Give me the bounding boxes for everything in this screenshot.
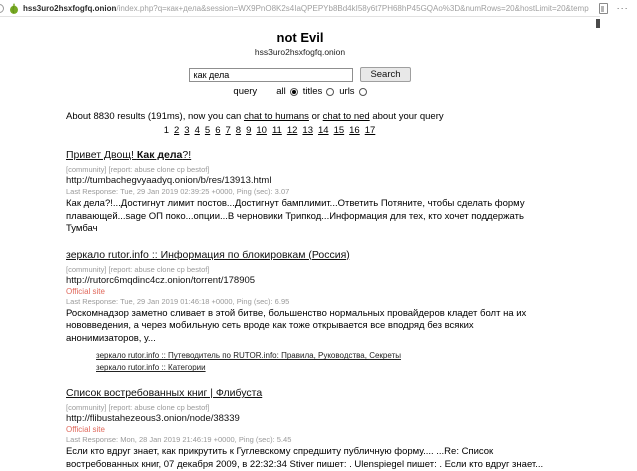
search-input[interactable] xyxy=(189,68,353,82)
url-path: /index.php?q=как+дела&session=WX9PnO8K2s4IaQPEPYb8Bd4kI58y6t7PH68hP45GQAo%3D&numRows=20&hostLimit=20&temp xyxy=(116,3,589,13)
result-url: http://rutorc6mqdinc4cz.onion/torrent/178905 xyxy=(66,274,256,286)
chat-to-humans-link[interactable]: chat to humans xyxy=(243,111,309,122)
radio-urls-label: urls xyxy=(339,86,355,97)
page-link[interactable]: 10 xyxy=(256,125,267,136)
result-title-link[interactable]: зеркало rutor.info :: Информация по блокировкам (Россия) xyxy=(66,248,350,261)
result-last-response: Last Response: Tue, 29 Jan 2019 01:46:18 +0000, Ping (sec): 6.95 xyxy=(66,296,290,306)
page-link[interactable]: 17 xyxy=(364,125,376,136)
result-sublinks xyxy=(96,350,548,374)
url-domain: hss3uro2hsxfogfq.onion xyxy=(23,3,117,13)
page-link[interactable]: 2 xyxy=(174,125,180,136)
result-snippet: Если кто вдруг знает, как прикрутить к Гуглевскому спредшиту публичную форму.... ...Re: Список востребованных книг, 07 декабря 2009, в 22:32:34 Stiver пишет: . Ulenspiegel пишет: . Если кто вдруг знает... xyxy=(66,446,544,470)
result-url: http://tumbachegvyaadyq.onion/b/res/13913.html xyxy=(66,175,272,186)
result-title-link[interactable]: Привет Двощ! Как дела?! xyxy=(66,149,192,161)
radio-all[interactable] xyxy=(290,88,298,96)
page-link[interactable]: 6 xyxy=(215,125,221,136)
page-link[interactable]: 4 xyxy=(194,125,200,136)
result-sublink[interactable]: зеркало rutor.info :: Путеводитель по RUTOR.info: Правила, Руководства, Секреты xyxy=(96,351,401,361)
page-link[interactable]: 16 xyxy=(349,125,360,136)
results-info: About 8830 results (191ms), now you can chat to humans or chat to ned about your query xyxy=(66,111,444,122)
result-url: http://flibustahezeous3.onion/node/38339 xyxy=(66,413,240,425)
pagination xyxy=(66,125,548,136)
official-site-badge: Official site xyxy=(66,286,105,296)
page-link[interactable]: 8 xyxy=(235,125,242,136)
search-button[interactable]: Search xyxy=(360,67,410,82)
result-last-response: Last Response: Mon, 28 Jan 2019 21:46:19 +0000, Ping (sec): 5.45 xyxy=(66,435,292,445)
site-subtitle: hss3uro2hsxfogfq.onion xyxy=(254,47,346,57)
search-page xyxy=(0,17,600,471)
result-snippet: Роскомнадзор заметно сливает в этой битве, большенство нормальных провайдеров кладет болт на их нововведения, а через мобильную сеть вроде как тоже открывается все вподряд без всяких анонимизаторов, у... xyxy=(66,307,527,344)
result-title-link[interactable]: Список востребованных книг | Флибуста xyxy=(66,387,263,400)
query-scope-row xyxy=(0,86,600,97)
menu-icon[interactable]: ··· xyxy=(616,2,629,13)
onion-icon xyxy=(9,3,19,14)
page-link[interactable]: 12 xyxy=(286,125,298,136)
search-result xyxy=(66,383,548,471)
site-title: not Evil xyxy=(276,30,324,45)
chat-to-ned-link[interactable]: chat to ned xyxy=(322,111,370,122)
search-result xyxy=(66,145,548,236)
reload-icon[interactable] xyxy=(0,4,4,13)
radio-urls[interactable] xyxy=(359,88,367,96)
page-link[interactable]: 13 xyxy=(302,125,313,136)
reader-mode-icon[interactable] xyxy=(599,3,608,14)
page-link[interactable]: 3 xyxy=(184,125,190,136)
page-link[interactable]: 9 xyxy=(246,125,252,136)
page-link[interactable]: 11 xyxy=(271,125,282,136)
result-tags: [community] [report: abuse clone cp bestof] xyxy=(66,264,210,274)
page-link[interactable]: 5 xyxy=(204,125,211,136)
page-link[interactable]: 15 xyxy=(333,125,345,136)
page-link[interactable]: 14 xyxy=(317,125,329,136)
address-bar[interactable] xyxy=(23,4,589,13)
radio-all-label: all xyxy=(276,86,286,97)
result-sublink[interactable]: зеркало rutor.info :: Категории xyxy=(96,363,206,373)
page-link[interactable]: 7 xyxy=(225,125,231,136)
result-snippet: Как дела?!...Достигнут лимит постов...Достигнут бамплимит...Ответить Потяните, чтобы сделать форму плавающей...sage ОП поко...опции...В черновики Трипкод...Информация для тех, кто хочет поддержать Тумбач xyxy=(66,198,525,235)
result-tags: [community] [report: abuse clone cp bestof] xyxy=(66,165,210,174)
official-site-badge: Official site xyxy=(66,425,105,435)
result-last-response: Last Response: Tue, 29 Jan 2019 02:39:25 +0000, Ping (sec): 3.07 xyxy=(66,187,290,196)
radio-titles-label: titles xyxy=(302,86,323,97)
search-result xyxy=(66,245,548,375)
browser-toolbar xyxy=(0,0,629,17)
radio-titles[interactable] xyxy=(326,88,334,96)
page-current: 1 xyxy=(163,125,169,136)
query-scope-label: query xyxy=(233,86,258,97)
result-tags: [community] [report: abuse clone cp bestof] xyxy=(66,403,210,413)
